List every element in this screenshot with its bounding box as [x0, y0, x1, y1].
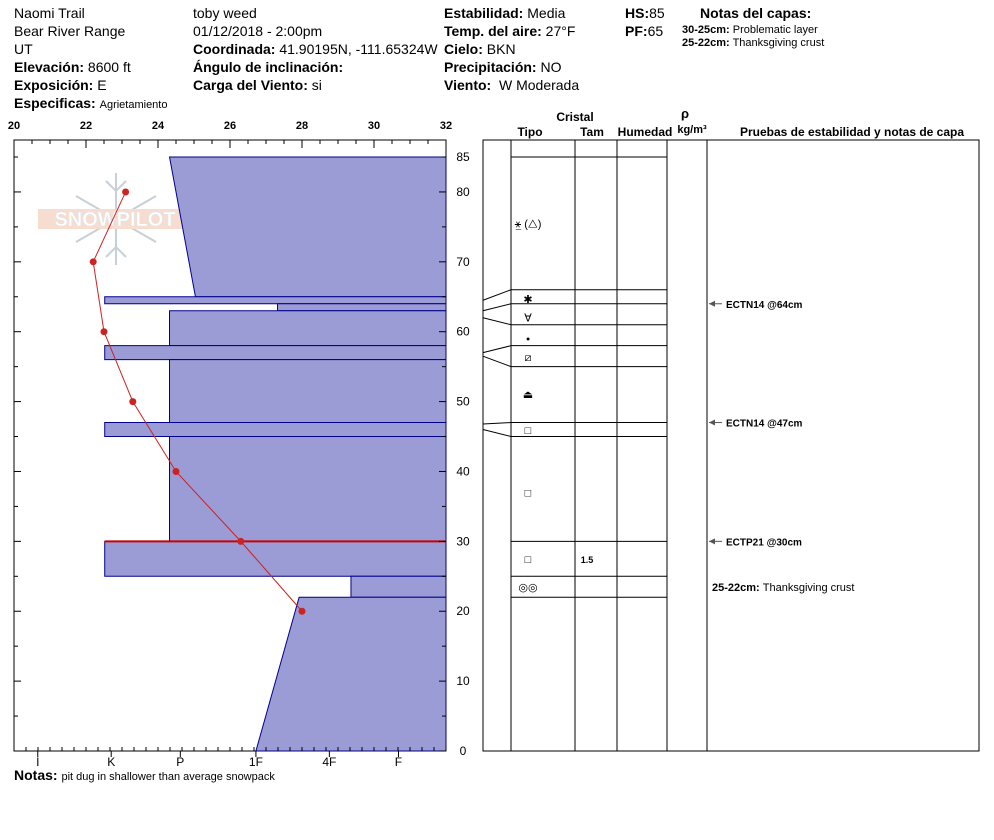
stability-test-label: ECTN14 @64cm — [726, 299, 803, 311]
hardness-layer — [170, 157, 446, 297]
stability-test-label: ECTP21 @30cm — [726, 537, 802, 549]
depth-tick-label: 80 — [456, 184, 470, 199]
hs-label: HS: — [625, 5, 650, 21]
temperature-point — [299, 608, 306, 615]
coordinates-label: Coordinada: — [193, 41, 276, 57]
depth-tick-label: 0 — [459, 744, 467, 758]
elevation-label: Elevación: — [14, 59, 85, 75]
temperature-tick-label: 26 — [223, 120, 237, 132]
layer-comment-depth: 25-22cm: — [712, 581, 763, 594]
crystal-symbol: ⧄ — [524, 351, 532, 364]
observer: toby weed — [193, 5, 257, 21]
stability-test-label: ECTN14 @47cm — [726, 418, 803, 430]
stability-label: Estabilidad: — [444, 5, 524, 21]
specifics-label: Especificas: — [14, 95, 96, 111]
wind-label: Viento: — [444, 77, 492, 93]
hardness-layer — [105, 346, 446, 360]
air-temperature-label: Temp. del aire: — [444, 23, 542, 39]
wind-value: W Moderada — [498, 77, 580, 93]
layer-note-text: Problematic layer — [732, 24, 818, 36]
hardness-layer — [105, 541, 446, 576]
layer-connector — [483, 346, 511, 353]
layer-note-depth: 25-22cm: — [682, 37, 730, 49]
header-tipo: Tipo — [517, 125, 543, 139]
hardness-layer — [170, 311, 446, 346]
layer-connector — [483, 423, 511, 424]
layer-note-text: Thanksgiving crust — [732, 37, 825, 49]
hardness-layer — [170, 437, 446, 542]
temperature-point — [122, 188, 129, 195]
hardness-tick-label: 1F — [248, 755, 263, 769]
aspect-label: Exposición: — [14, 77, 94, 93]
depth-tick-label: 60 — [456, 324, 470, 339]
snowpilot-logo — [38, 173, 192, 265]
layer-note-depth: 30-25cm: — [682, 24, 730, 36]
pf-value: 65 — [647, 23, 664, 39]
hs-value: 85 — [649, 5, 665, 21]
temperature-point — [237, 538, 244, 545]
layer-connector — [483, 318, 511, 325]
wind-loading-value: si — [311, 77, 322, 93]
crystal-symbol: ∀ — [524, 312, 532, 325]
hardness-tick-label: 4F — [322, 755, 337, 769]
state: UT — [14, 41, 33, 57]
crystal-symbol: ⏏ — [522, 388, 534, 401]
location-name: Naomi Trail — [14, 5, 85, 21]
hardness-layer — [170, 360, 446, 423]
header-tam: Tam — [580, 125, 604, 139]
wind-loading-label: Carga del Viento: — [193, 77, 308, 93]
header-humedad: Humedad — [617, 125, 673, 139]
hardness-layer — [105, 423, 446, 437]
temperature-tick-label: 22 — [79, 120, 93, 132]
layer-connector — [483, 356, 511, 366]
crystal-symbol: ◎◎ — [518, 581, 538, 594]
temperature-point — [101, 328, 108, 335]
depth-tick-label: 40 — [456, 464, 470, 479]
depth-tick-label: 50 — [456, 394, 470, 409]
temperature-point — [173, 468, 180, 475]
hardness-tick-label: I — [36, 755, 40, 769]
specifics-value: Agrietamiento — [99, 99, 168, 111]
crystal-symbol: □ — [524, 487, 532, 500]
header-tests: Pruebas de estabilidad y notas de capa — [739, 125, 965, 139]
layer-connector — [483, 430, 511, 437]
test-pointer-arrow — [709, 301, 715, 307]
crystal-size: 1.5 — [580, 554, 594, 565]
pf-label: PF: — [625, 23, 648, 39]
test-pointer-arrow — [709, 420, 715, 426]
depth-tick-label: 10 — [456, 674, 470, 689]
header-density-unit: kg/m³ — [677, 124, 707, 136]
mountain-range: Bear River Range — [14, 23, 126, 39]
depth-tick-label: 85 — [456, 150, 470, 164]
sky-label: Cielo: — [444, 41, 483, 57]
layer-notes-title: Notas del capas: — [700, 5, 812, 21]
hardness-tick-label: K — [107, 755, 116, 769]
notes-text: pit dug in shallower than average snowpack — [61, 771, 275, 783]
hardness-layer — [351, 576, 446, 597]
layer-comment — [712, 582, 854, 594]
temperature-tick-label: 28 — [295, 120, 309, 132]
temperature-point — [90, 258, 97, 265]
notes-label: Notas: — [14, 767, 58, 783]
crystal-symbol: ✱ — [523, 293, 533, 306]
depth-tick-label: 30 — [456, 534, 470, 549]
hardness-layer — [278, 304, 446, 311]
stability-value: Media — [527, 5, 566, 21]
layer-connector — [483, 304, 511, 311]
elevation-value: 8600 ft — [87, 59, 131, 75]
hardness-layer — [105, 297, 446, 304]
temperature-tick-label: 24 — [151, 120, 165, 132]
crystal-symbol: ⚹̲ (△) — [514, 218, 542, 231]
logo-text: SNOWPILOT — [54, 209, 176, 231]
layer-table — [483, 106, 979, 751]
depth-tick-label: 20 — [456, 604, 470, 619]
layer-comment-text: Thanksgiving crust — [762, 581, 855, 594]
slope-angle-label: Ángulo de inclinación: — [193, 59, 344, 75]
header-density-symbol: ρ — [680, 106, 690, 121]
precipitation-value: NO — [540, 59, 562, 75]
sky-value: BKN — [486, 41, 516, 57]
crystal-symbol: □ — [524, 425, 532, 438]
temperature-tick-label: 30 — [367, 120, 381, 132]
table-frame — [483, 140, 979, 751]
depth-tick-label: 70 — [456, 254, 470, 269]
aspect-value: E — [97, 77, 107, 93]
hardness-layer — [256, 597, 446, 751]
test-pointer-arrow — [709, 538, 715, 544]
temperature-point — [129, 398, 136, 405]
temperature-tick-label: 32 — [439, 120, 453, 132]
precipitation-label: Precipitación: — [444, 59, 537, 75]
air-temperature-value: 27°F — [545, 23, 576, 39]
layer-connector — [483, 290, 511, 300]
hardness-tick-label: F — [394, 755, 403, 769]
hardness-tick-label: P — [176, 755, 185, 769]
crystal-symbol: • — [526, 333, 530, 346]
temperature-tick-label: 20 — [7, 120, 21, 132]
header-cristal: Cristal — [556, 110, 594, 124]
coordinates-value: 41.90195N, -111.65324W — [279, 41, 438, 57]
date-time: 01/12/2018 - 2:00pm — [193, 23, 323, 39]
crystal-symbol: □ — [524, 553, 532, 566]
